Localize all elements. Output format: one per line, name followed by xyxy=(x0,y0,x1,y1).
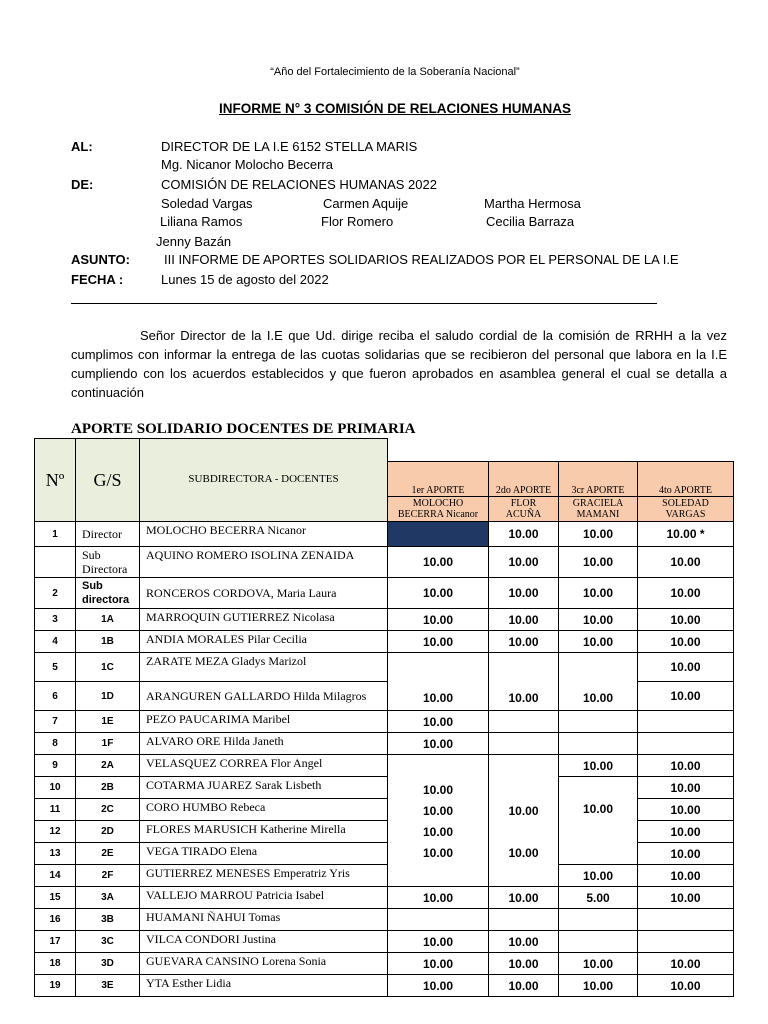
aporte-cell xyxy=(559,711,638,733)
aporte-cell: 10.00 xyxy=(489,653,559,711)
aporte-header-4: 4to APORTE xyxy=(638,462,734,497)
aporte-recipient-1 xyxy=(388,497,489,522)
row-name: AQUINO ROMERO ISOLINA ZENAIDA xyxy=(140,547,388,578)
aporte-cell-filled xyxy=(388,522,489,547)
row-name: GUTIERREZ MENESES Emperatriz Yris xyxy=(140,865,388,887)
row-gs: Sub Directora xyxy=(76,547,140,578)
table-row xyxy=(35,909,734,931)
row-name: YTA Esther Lidia xyxy=(140,975,388,997)
contributions-table xyxy=(34,438,734,997)
asunto-label: ASUNTO: xyxy=(71,252,130,267)
aporte-cell: 10.00 xyxy=(489,931,559,953)
aporte-cell: 10.00 xyxy=(489,609,559,631)
recipient-line: FLOR xyxy=(510,498,537,509)
document-title-text: INFORME N° 3 COMISIÓN DE RELACIONES HUMANAS xyxy=(219,101,571,116)
aporte-cell xyxy=(559,909,638,931)
aporte-cell: 10.00 xyxy=(638,953,734,975)
recipient-line: BECERRA Nicanor xyxy=(397,509,479,520)
aporte-cell: 10.00 xyxy=(638,653,734,682)
aporte-cell: 10.00 xyxy=(559,609,638,631)
row-number: 12 xyxy=(35,821,76,843)
aporte-cell: 10.00 xyxy=(489,887,559,909)
row-number: 18 xyxy=(35,953,76,975)
row-name: MARROQUIN GUTIERREZ Nicolasa xyxy=(140,609,388,631)
aporte-cell: 10.00 xyxy=(388,887,489,909)
row-gs: Director xyxy=(76,522,140,547)
row-number: 1 xyxy=(35,522,76,547)
row-gs: 1D xyxy=(76,682,140,711)
recipient-line: SOLEDAD xyxy=(662,498,709,509)
aporte-cell: 10.00 xyxy=(489,631,559,653)
table-row xyxy=(35,865,734,887)
row-name: VALLEJO MARROU Patricia Isabel xyxy=(140,887,388,909)
aporte-cell: 10.00 xyxy=(638,821,734,843)
row-gs: 3D xyxy=(76,953,140,975)
row-name: CORO HUMBO Rebeca xyxy=(140,799,388,821)
de-label: DE: xyxy=(71,177,94,192)
row-number: 8 xyxy=(35,733,76,755)
aporte-cell: 10.00 xyxy=(559,578,638,609)
table-row xyxy=(35,631,734,653)
table-row xyxy=(35,711,734,733)
aporte-cell: 10.00 xyxy=(638,777,734,799)
row-name: ARANGUREN GALLARDO Hilda Milagros xyxy=(140,682,388,711)
aporte-cell: 10.00 xyxy=(388,609,489,631)
member-name: Carmen Aquije xyxy=(323,196,409,211)
aporte-value: 10.00 xyxy=(422,825,454,839)
aporte-cell: 10.00 xyxy=(559,653,638,711)
table-row xyxy=(35,931,734,953)
row-gs: Sub directora xyxy=(76,578,140,609)
aporte-cell: 10.00 xyxy=(559,547,638,578)
row-name: GUEVARA CANSINO Lorena Sonia xyxy=(140,953,388,975)
aporte-recipient-3 xyxy=(559,497,638,522)
table-row xyxy=(35,953,734,975)
row-gs: 3E xyxy=(76,975,140,997)
aporte-value: 10.00 xyxy=(508,804,539,818)
row-number: 13 xyxy=(35,843,76,865)
row-name: HUAMANI ÑAHUI Tomas xyxy=(140,909,388,931)
aporte-cell: 10.00 xyxy=(388,631,489,653)
table-row xyxy=(35,733,734,755)
table-row xyxy=(35,653,734,682)
row-number: 14 xyxy=(35,865,76,887)
aporte-cell xyxy=(489,711,559,733)
aporte-cell: 10.00 xyxy=(638,975,734,997)
al-label: AL: xyxy=(71,139,93,154)
fecha-label: FECHA : xyxy=(71,272,124,287)
aporte-empty xyxy=(489,822,558,843)
recipient-line: ACUÑA xyxy=(505,509,542,520)
aporte-cell: 10.00 xyxy=(638,865,734,887)
row-gs: 2B xyxy=(76,777,140,799)
aporte-cell: 10.00 xyxy=(638,799,734,821)
row-gs: 1F xyxy=(76,733,140,755)
aporte-cell: 10.00 xyxy=(388,733,489,755)
aporte-cell: 10.00 xyxy=(489,578,559,609)
row-name: ALVARO ORE Hilda Janeth xyxy=(140,733,388,755)
aporte-recipient-2 xyxy=(489,497,559,522)
aporte-cell: 10.00 xyxy=(638,631,734,653)
row-gs: 2E xyxy=(76,843,140,865)
row-gs: 2F xyxy=(76,865,140,887)
fecha-text: Lunes 15 de agosto del 2022 xyxy=(161,272,329,287)
aporte-cell: 10.00 xyxy=(489,953,559,975)
row-gs: 2C xyxy=(76,799,140,821)
aporte-value: 10.00 xyxy=(508,846,539,860)
de-line-1: COMISIÓN DE RELACIONES HUMANAS 2022 xyxy=(161,177,437,192)
row-name: FLORES MARUSICH Katherine Mirella xyxy=(140,821,388,843)
header-spacer xyxy=(388,439,734,462)
aporte-cell: 10.00 xyxy=(559,631,638,653)
row-name: ZARATE MEZA Gladys Marizol xyxy=(140,653,388,682)
row-number: 11 xyxy=(35,799,76,821)
aporte-cell: 10.00 xyxy=(638,578,734,609)
aporte-cell: 10.00 xyxy=(388,711,489,733)
header-n: Nº xyxy=(35,439,76,522)
row-gs: 3C xyxy=(76,931,140,953)
row-name: VEGA TIRADO Elena xyxy=(140,843,388,865)
table-row xyxy=(35,887,734,909)
row-number xyxy=(35,547,76,578)
recipient-line: MOLOCHO xyxy=(412,498,464,509)
aporte-cell xyxy=(388,909,489,931)
member-name: Cecilia Barraza xyxy=(486,214,575,229)
table-row xyxy=(35,777,734,799)
aporte-cell xyxy=(489,733,559,755)
aporte-value: 10.00 xyxy=(422,846,454,860)
aporte-cell: 10.00 xyxy=(559,755,638,777)
row-number: 7 xyxy=(35,711,76,733)
aporte-cell: 10.00 xyxy=(559,953,638,975)
row-number: 6 xyxy=(35,682,76,711)
aporte-cell: 10.00 xyxy=(489,975,559,997)
aporte-cell xyxy=(638,733,734,755)
aporte-cell-group xyxy=(388,755,489,887)
aporte-cell xyxy=(559,733,638,755)
aporte-cell: 10.00 xyxy=(559,975,638,997)
aporte-header-1: 1er APORTE xyxy=(388,462,489,497)
aporte-cell: 10.00 xyxy=(638,682,734,711)
aporte-cell: 10.00 xyxy=(388,547,489,578)
aporte-cell: 10.00 xyxy=(559,522,638,547)
aporte-value: 10.00 xyxy=(422,804,454,818)
header-gs: G/S xyxy=(76,439,140,522)
recipient-line: VARGAS xyxy=(665,509,706,520)
aporte-cell xyxy=(559,931,638,953)
row-name: COTARMA JUAREZ Sarak Lisbeth xyxy=(140,777,388,799)
row-name: MOLOCHO BECERRA Nicanor xyxy=(140,522,388,547)
member-name: Soledad Vargas xyxy=(161,196,253,211)
row-number: 9 xyxy=(35,755,76,777)
aporte-cell: 10.00 xyxy=(559,865,638,887)
aporte-header-3: 3cr APORTE xyxy=(559,462,638,497)
al-line-2: Mg. Nicanor Molocho Becerra xyxy=(161,157,333,172)
row-number: 17 xyxy=(35,931,76,953)
aporte-cell: 10.00 xyxy=(388,931,489,953)
aporte-cell: 10.00 * xyxy=(638,522,734,547)
aporte-cell: 5.00 xyxy=(559,887,638,909)
aporte-cell: 10.00 xyxy=(638,547,734,578)
aporte-cell: 10.00 xyxy=(388,653,489,711)
row-gs: 1A xyxy=(76,609,140,631)
aporte-cell xyxy=(638,711,734,733)
recipient-line: GRACIELA xyxy=(572,498,624,509)
row-number: 3 xyxy=(35,609,76,631)
row-gs: 2D xyxy=(76,821,140,843)
body-paragraph xyxy=(71,326,727,402)
row-number: 4 xyxy=(35,631,76,653)
member-name: Flor Romero xyxy=(321,214,394,229)
aporte-header-2: 2do APORTE xyxy=(489,462,559,497)
table-row xyxy=(35,755,734,777)
aporte-cell xyxy=(638,909,734,931)
row-name: VELASQUEZ CORREA Flor Angel xyxy=(140,755,388,777)
row-number: 5 xyxy=(35,653,76,682)
row-gs: 2A xyxy=(76,755,140,777)
aporte-cell: 10.00 xyxy=(388,578,489,609)
aporte-cell: 10.00 xyxy=(638,887,734,909)
aporte-recipient-4 xyxy=(638,497,734,522)
aporte-value: 10.00 xyxy=(582,802,614,816)
divider-line xyxy=(71,303,657,304)
row-gs: 3A xyxy=(76,887,140,909)
row-number: 2 xyxy=(35,578,76,609)
row-gs: 1C xyxy=(76,653,140,682)
aporte-cell xyxy=(489,909,559,931)
aporte-cell: 10.00 xyxy=(638,609,734,631)
row-number: 16 xyxy=(35,909,76,931)
table-row xyxy=(35,578,734,609)
table-row xyxy=(35,975,734,997)
aporte-cell: 10.00 xyxy=(489,522,559,547)
row-gs: 1B xyxy=(76,631,140,653)
table-row xyxy=(35,522,734,547)
motto: “Año del Fortalecimiento de la Soberanía Nacional” xyxy=(270,66,520,78)
aporte-cell-group xyxy=(559,777,638,865)
row-name: ANDIA MORALES Pilar Cecilia xyxy=(140,631,388,653)
row-name: PEZO PAUCARIMA Maribel xyxy=(140,711,388,733)
asunto-text: III INFORME DE APORTES SOLIDARIOS REALIZADOS POR EL PERSONAL DE LA I.E xyxy=(164,252,679,267)
member-name: Jenny Bazán xyxy=(156,234,232,249)
aporte-cell: 10.00 xyxy=(388,953,489,975)
member-name: Liliana Ramos xyxy=(160,214,243,229)
header-docentes: SUBDIRECTORA - DOCENTES xyxy=(140,439,388,522)
body-text: Señor Director de la I.E que Ud. dirige reciba el saludo cordial de la comisión de RRHH a la vez cumplimos con informar la entrega de las cuotas solidarias que se recibieron del personal que labora en la I.E cumpliendo con los acuerdos establecidos y que fueron aprobados en asamblea general el cual se detalla a continuación xyxy=(71,328,727,400)
member-name: Martha Hermosa xyxy=(484,196,581,211)
aporte-cell xyxy=(638,931,734,953)
aporte-cell: 10.00 xyxy=(638,755,734,777)
document-title xyxy=(0,101,768,116)
row-number: 15 xyxy=(35,887,76,909)
aporte-cell: 10.00 xyxy=(638,843,734,865)
row-name: RONCEROS CORDOVA, Maria Laura xyxy=(140,578,388,609)
row-number: 10 xyxy=(35,777,76,799)
row-gs: 3B xyxy=(76,909,140,931)
recipient-line: MAMANI xyxy=(576,509,620,520)
row-name: VILCA CONDORI Justina xyxy=(140,931,388,953)
aporte-cell: 10.00 xyxy=(388,975,489,997)
aporte-cell: 10.00 xyxy=(489,547,559,578)
aporte-value: 10.00 xyxy=(422,783,454,797)
al-line-1: DIRECTOR DE LA I.E 6152 STELLA MARIS xyxy=(161,139,418,154)
table-row xyxy=(35,609,734,631)
row-gs: 1E xyxy=(76,711,140,733)
row-number: 19 xyxy=(35,975,76,997)
section-title: APORTE SOLIDARIO DOCENTES DE PRIMARIA xyxy=(71,421,416,437)
aporte-cell-group xyxy=(489,755,559,887)
table-row xyxy=(35,547,734,578)
